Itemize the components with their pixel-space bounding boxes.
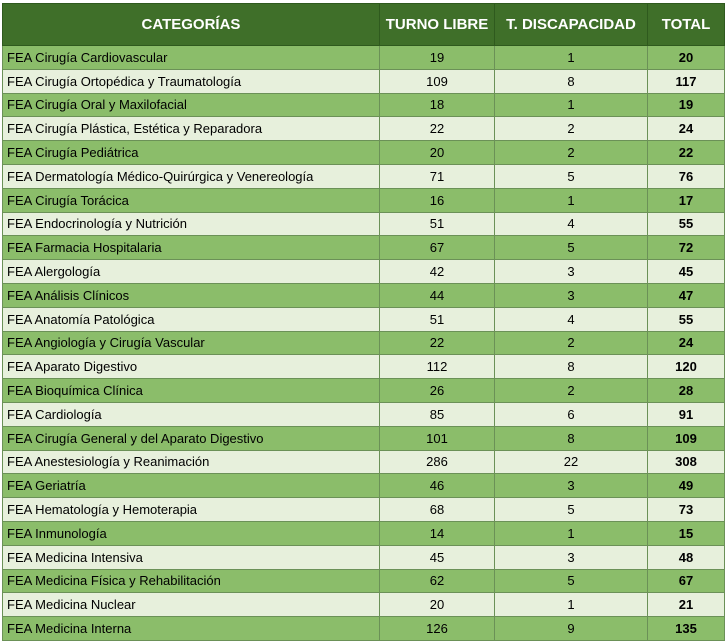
plazas-table	[2, 3, 725, 641]
discapacidad-cell: 8	[495, 355, 648, 379]
turno-libre-cell: 44	[380, 283, 495, 307]
total-cell: 20	[648, 46, 725, 70]
discapacidad-cell: 5	[495, 236, 648, 260]
table-row	[3, 617, 725, 641]
discapacidad-cell: 2	[495, 379, 648, 403]
total-cell: 21	[648, 593, 725, 617]
table-row	[3, 355, 725, 379]
table-row	[3, 545, 725, 569]
table-row	[3, 307, 725, 331]
categoria-cell: FEA Cirugía Pediátrica	[3, 141, 380, 165]
table-row	[3, 69, 725, 93]
table-row	[3, 498, 725, 522]
table-row	[3, 117, 725, 141]
categoria-cell: FEA Alergología	[3, 260, 380, 284]
categoria-cell: FEA Medicina Interna	[3, 617, 380, 641]
discapacidad-cell: 1	[495, 93, 648, 117]
discapacidad-cell: 2	[495, 117, 648, 141]
table-row	[3, 283, 725, 307]
table-row	[3, 402, 725, 426]
table-row	[3, 331, 725, 355]
discapacidad-cell: 9	[495, 617, 648, 641]
table-header	[3, 4, 725, 46]
table-row	[3, 164, 725, 188]
turno-libre-cell: 22	[380, 117, 495, 141]
discapacidad-cell: 4	[495, 307, 648, 331]
discapacidad-cell: 8	[495, 426, 648, 450]
total-cell: 120	[648, 355, 725, 379]
total-cell: 55	[648, 307, 725, 331]
total-cell: 24	[648, 117, 725, 141]
table-row	[3, 141, 725, 165]
discapacidad-cell: 1	[495, 188, 648, 212]
discapacidad-cell: 4	[495, 212, 648, 236]
discapacidad-cell: 1	[495, 46, 648, 70]
categoria-cell: FEA Endocrinología y Nutrición	[3, 212, 380, 236]
categoria-cell: FEA Cirugía Oral y Maxilofacial	[3, 93, 380, 117]
total-cell: 109	[648, 426, 725, 450]
turno-libre-cell: 22	[380, 331, 495, 355]
discapacidad-cell: 3	[495, 474, 648, 498]
total-cell: 308	[648, 450, 725, 474]
table-row	[3, 93, 725, 117]
total-cell: 19	[648, 93, 725, 117]
turno-libre-cell: 16	[380, 188, 495, 212]
header-total: TOTAL	[648, 4, 725, 46]
discapacidad-cell: 3	[495, 283, 648, 307]
discapacidad-cell: 2	[495, 141, 648, 165]
categoria-cell: FEA Análisis Clínicos	[3, 283, 380, 307]
discapacidad-cell: 3	[495, 545, 648, 569]
turno-libre-cell: 45	[380, 545, 495, 569]
categoria-cell: FEA Cirugía Plástica, Estética y Reparadora	[3, 117, 380, 141]
discapacidad-cell: 1	[495, 521, 648, 545]
header-row	[3, 4, 725, 46]
categoria-cell: FEA Anestesiología y Reanimación	[3, 450, 380, 474]
categoria-cell: FEA Medicina Nuclear	[3, 593, 380, 617]
turno-libre-cell: 62	[380, 569, 495, 593]
categoria-cell: FEA Dermatología Médico-Quirúrgica y Venereología	[3, 164, 380, 188]
turno-libre-cell: 51	[380, 307, 495, 331]
turno-libre-cell: 68	[380, 498, 495, 522]
discapacidad-cell: 5	[495, 498, 648, 522]
categoria-cell: FEA Anatomía Patológica	[3, 307, 380, 331]
header-categorias: CATEGORÍAS	[3, 4, 380, 46]
table-row	[3, 46, 725, 70]
header-turno-libre: TURNO LIBRE	[380, 4, 495, 46]
total-cell: 91	[648, 402, 725, 426]
categoria-cell: FEA Bioquímica Clínica	[3, 379, 380, 403]
header-discapacidad: T. DISCAPACIDAD	[495, 4, 648, 46]
categoria-cell: FEA Cirugía Ortopédica y Traumatología	[3, 69, 380, 93]
turno-libre-cell: 42	[380, 260, 495, 284]
categoria-cell: FEA Cardiología	[3, 402, 380, 426]
table-row	[3, 236, 725, 260]
categoria-cell: FEA Medicina Física y Rehabilitación	[3, 569, 380, 593]
turno-libre-cell: 51	[380, 212, 495, 236]
turno-libre-cell: 14	[380, 521, 495, 545]
categoria-cell: FEA Geriatría	[3, 474, 380, 498]
total-cell: 48	[648, 545, 725, 569]
total-cell: 45	[648, 260, 725, 284]
discapacidad-cell: 8	[495, 69, 648, 93]
table-body	[3, 46, 725, 641]
turno-libre-cell: 286	[380, 450, 495, 474]
table-row	[3, 593, 725, 617]
turno-libre-cell: 20	[380, 593, 495, 617]
total-cell: 24	[648, 331, 725, 355]
total-cell: 22	[648, 141, 725, 165]
categoria-cell: FEA Farmacia Hospitalaria	[3, 236, 380, 260]
categoria-cell: FEA Inmunología	[3, 521, 380, 545]
total-cell: 17	[648, 188, 725, 212]
turno-libre-cell: 109	[380, 69, 495, 93]
turno-libre-cell: 126	[380, 617, 495, 641]
table-row	[3, 260, 725, 284]
turno-libre-cell: 71	[380, 164, 495, 188]
table-row	[3, 379, 725, 403]
total-cell: 15	[648, 521, 725, 545]
table-row	[3, 426, 725, 450]
turno-libre-cell: 26	[380, 379, 495, 403]
total-cell: 117	[648, 69, 725, 93]
table-row	[3, 450, 725, 474]
total-cell: 135	[648, 617, 725, 641]
turno-libre-cell: 46	[380, 474, 495, 498]
categoria-cell: FEA Medicina Intensiva	[3, 545, 380, 569]
total-cell: 73	[648, 498, 725, 522]
total-cell: 47	[648, 283, 725, 307]
discapacidad-cell: 6	[495, 402, 648, 426]
categoria-cell: FEA Aparato Digestivo	[3, 355, 380, 379]
categoria-cell: FEA Cirugía General y del Aparato Digestivo	[3, 426, 380, 450]
total-cell: 55	[648, 212, 725, 236]
table-row	[3, 521, 725, 545]
table-row	[3, 569, 725, 593]
total-cell: 72	[648, 236, 725, 260]
categoria-cell: FEA Angiología y Cirugía Vascular	[3, 331, 380, 355]
discapacidad-cell: 2	[495, 331, 648, 355]
turno-libre-cell: 101	[380, 426, 495, 450]
turno-libre-cell: 112	[380, 355, 495, 379]
table-row	[3, 212, 725, 236]
total-cell: 67	[648, 569, 725, 593]
turno-libre-cell: 19	[380, 46, 495, 70]
table-row	[3, 188, 725, 212]
discapacidad-cell: 5	[495, 569, 648, 593]
discapacidad-cell: 5	[495, 164, 648, 188]
categoria-cell: FEA Cirugía Torácica	[3, 188, 380, 212]
discapacidad-cell: 22	[495, 450, 648, 474]
turno-libre-cell: 18	[380, 93, 495, 117]
turno-libre-cell: 67	[380, 236, 495, 260]
turno-libre-cell: 85	[380, 402, 495, 426]
discapacidad-cell: 3	[495, 260, 648, 284]
total-cell: 76	[648, 164, 725, 188]
categoria-cell: FEA Hematología y Hemoterapia	[3, 498, 380, 522]
turno-libre-cell: 20	[380, 141, 495, 165]
discapacidad-cell: 1	[495, 593, 648, 617]
categoria-cell: FEA Cirugía Cardiovascular	[3, 46, 380, 70]
total-cell: 28	[648, 379, 725, 403]
total-cell: 49	[648, 474, 725, 498]
table-row	[3, 474, 725, 498]
